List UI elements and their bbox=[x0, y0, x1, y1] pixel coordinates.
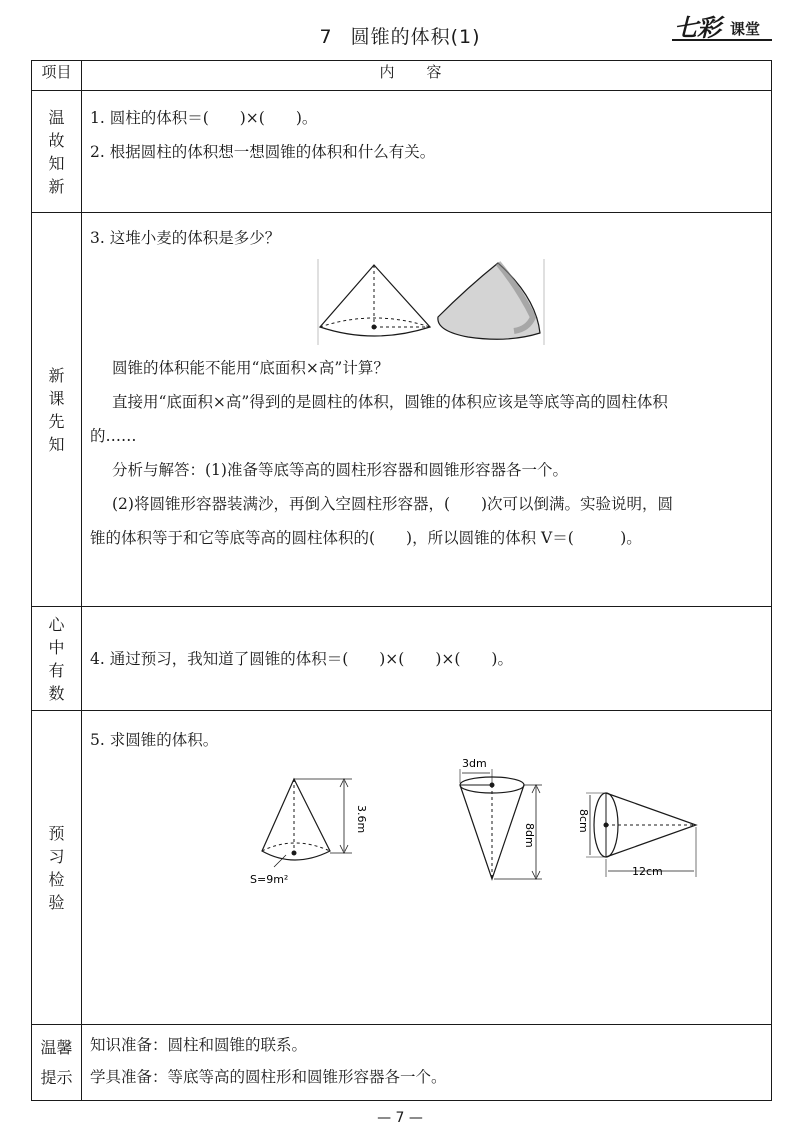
section-content bbox=[82, 213, 772, 607]
cone-figure-3 bbox=[577, 793, 696, 878]
fig3-height-label: 12cm bbox=[632, 865, 663, 878]
line-explanation-cont: 的…… bbox=[90, 427, 137, 445]
cone-figure-2 bbox=[460, 757, 542, 879]
fig2-height-label: 8dm bbox=[523, 823, 536, 848]
section-check bbox=[32, 711, 772, 1025]
section-summary bbox=[32, 607, 772, 711]
brand-logo bbox=[672, 8, 776, 44]
section-content bbox=[82, 607, 772, 711]
question-5: 5. 求圆锥的体积。 bbox=[90, 731, 219, 749]
question-4: 4. 通过预习，我知道了圆锥的体积＝( )×( )×( )。 bbox=[90, 650, 513, 668]
fig1-height-label: 3.6m bbox=[355, 805, 368, 834]
worksheet-table bbox=[31, 60, 772, 1101]
col-item-header: 项目 bbox=[32, 61, 82, 91]
section-label: 温馨 提示 bbox=[32, 1025, 82, 1101]
line-question: 圆锥的体积能不能用“底面积×高”计算？ bbox=[112, 359, 389, 377]
fig2-radius-label: 3dm bbox=[462, 757, 487, 770]
logo-underline bbox=[672, 39, 772, 41]
wheat-pile-drawing bbox=[438, 263, 540, 339]
wheat-pile-figure bbox=[318, 257, 634, 349]
question-2: 2. 根据圆柱的体积想一想圆锥的体积和什么有关。 bbox=[90, 143, 436, 161]
table-header-row bbox=[32, 61, 772, 91]
section-content bbox=[82, 711, 772, 1025]
lesson-title: 圆锥的体积(1) bbox=[350, 26, 481, 48]
cone-figure-1 bbox=[250, 779, 368, 886]
question-1: 1. 圆柱的体积＝( )×( )。 bbox=[90, 109, 318, 127]
section-content bbox=[82, 91, 772, 213]
page-number: — 7 — bbox=[377, 1110, 423, 1126]
line-experiment: (2)将圆锥形容器装满沙，再倒入空圆柱形容器，( )次可以倒满。实验说明，圆 bbox=[112, 495, 674, 513]
col-content-header: 内容 bbox=[82, 61, 772, 91]
section-new-lesson bbox=[32, 213, 772, 607]
section-content bbox=[82, 1025, 772, 1101]
section-label: 新 课 先 知 bbox=[32, 213, 82, 607]
question-3: 3. 这堆小麦的体积是多少？ bbox=[90, 229, 281, 247]
cone-figures bbox=[222, 757, 672, 915]
section-label: 心 中 有 数 bbox=[32, 607, 82, 711]
lesson-number: 7 bbox=[319, 26, 333, 48]
tip-tools: 学具准备：等底等高的圆柱形和圆锥形容器各一个。 bbox=[90, 1068, 447, 1086]
fig3-diameter-label: 8cm bbox=[577, 809, 590, 833]
section-review bbox=[32, 91, 772, 213]
logo-word: 课堂 bbox=[730, 20, 761, 38]
logo-script: 七彩 bbox=[674, 13, 720, 42]
line-explanation: 直接用“底面积×高”得到的是圆柱的体积，圆锥的体积应该是等底等高的圆柱体积 bbox=[112, 393, 668, 411]
section-label: 温 故 知 新 bbox=[32, 91, 82, 213]
section-tips bbox=[32, 1025, 772, 1101]
fig1-base-label: S=9m² bbox=[250, 873, 289, 886]
tip-knowledge: 知识准备：圆柱和圆锥的联系。 bbox=[90, 1036, 308, 1054]
section-label: 预 习 检 验 bbox=[32, 711, 82, 1025]
line-analysis: 分析与解答：(1)准备等底等高的圆柱形容器和圆锥形容器各一个。 bbox=[112, 461, 568, 479]
line-conclusion: 锥的体积等于和它等底等高的圆柱体积的( )，所以圆锥的体积 V＝( )。 bbox=[90, 529, 642, 547]
